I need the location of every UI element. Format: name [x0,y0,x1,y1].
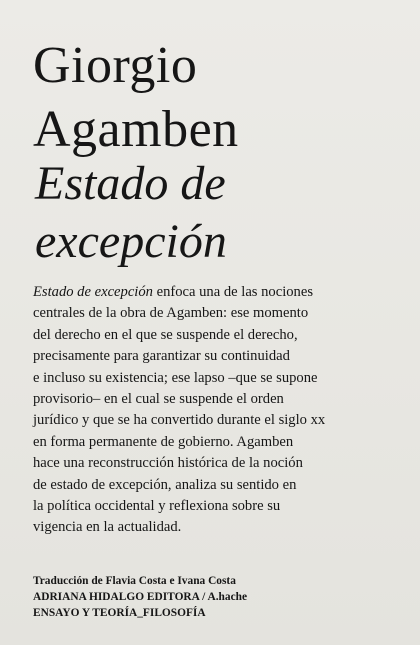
synopsis-text: del derecho en el que se suspende el derecho, [33,326,298,343]
translation-credit: Traducción de Flavia Costa e Ivana Costa [33,575,236,587]
series-label: ENSAYO Y TEORÍA_FILOSOFÍA [33,607,206,619]
synopsis-text: centrales de la obra de Agamben: ese momento [33,305,309,322]
credits-block [33,573,247,621]
synopsis-line [33,475,403,496]
synopsis-text: vigencia en la actualidad. [33,519,182,536]
synopsis-paragraph [33,282,403,539]
publisher-credit: ADRIANA HIDALGO EDITORA / A.hache [33,591,248,603]
synopsis-text: jurídico y que se ha convertido durante el siglo xx [33,412,326,429]
synopsis-line [33,368,403,389]
synopsis-line [33,303,403,324]
synopsis-line [33,410,403,431]
synopsis-text: provisorio– en el cual se suspende el orden [33,391,284,408]
author-last-name: Agamben [33,101,239,158]
synopsis-line [33,325,403,346]
synopsis-text: de estado de excepción, analiza su sentido en [33,476,297,493]
synopsis-line [33,517,403,538]
synopsis-line [33,432,403,453]
author-first-name: Giorgio [33,37,198,94]
book-title-line-1: Estado de [35,157,226,210]
synopsis-text: en forma permanente de gobierno. Agamben [33,433,294,450]
synopsis-line [33,496,403,517]
synopsis-text: hace una reconstrucción histórica de la noción [33,455,303,472]
synopsis-line [33,346,403,367]
synopsis-line [33,453,403,474]
synopsis-text: precisamente para garantizar su continuidad [33,348,290,365]
synopsis-text: enfoca una de las nociones [152,284,314,300]
synopsis-italic-title: Estado de excepción [33,284,153,300]
synopsis-text: e incluso su existencia; ese lapso –que se supone [33,369,318,386]
synopsis-text: la política occidental y reflexiona sobre su [33,498,281,515]
synopsis-line [33,389,403,410]
synopsis-line [33,282,403,303]
book-title-line-2: excepción [35,215,227,268]
